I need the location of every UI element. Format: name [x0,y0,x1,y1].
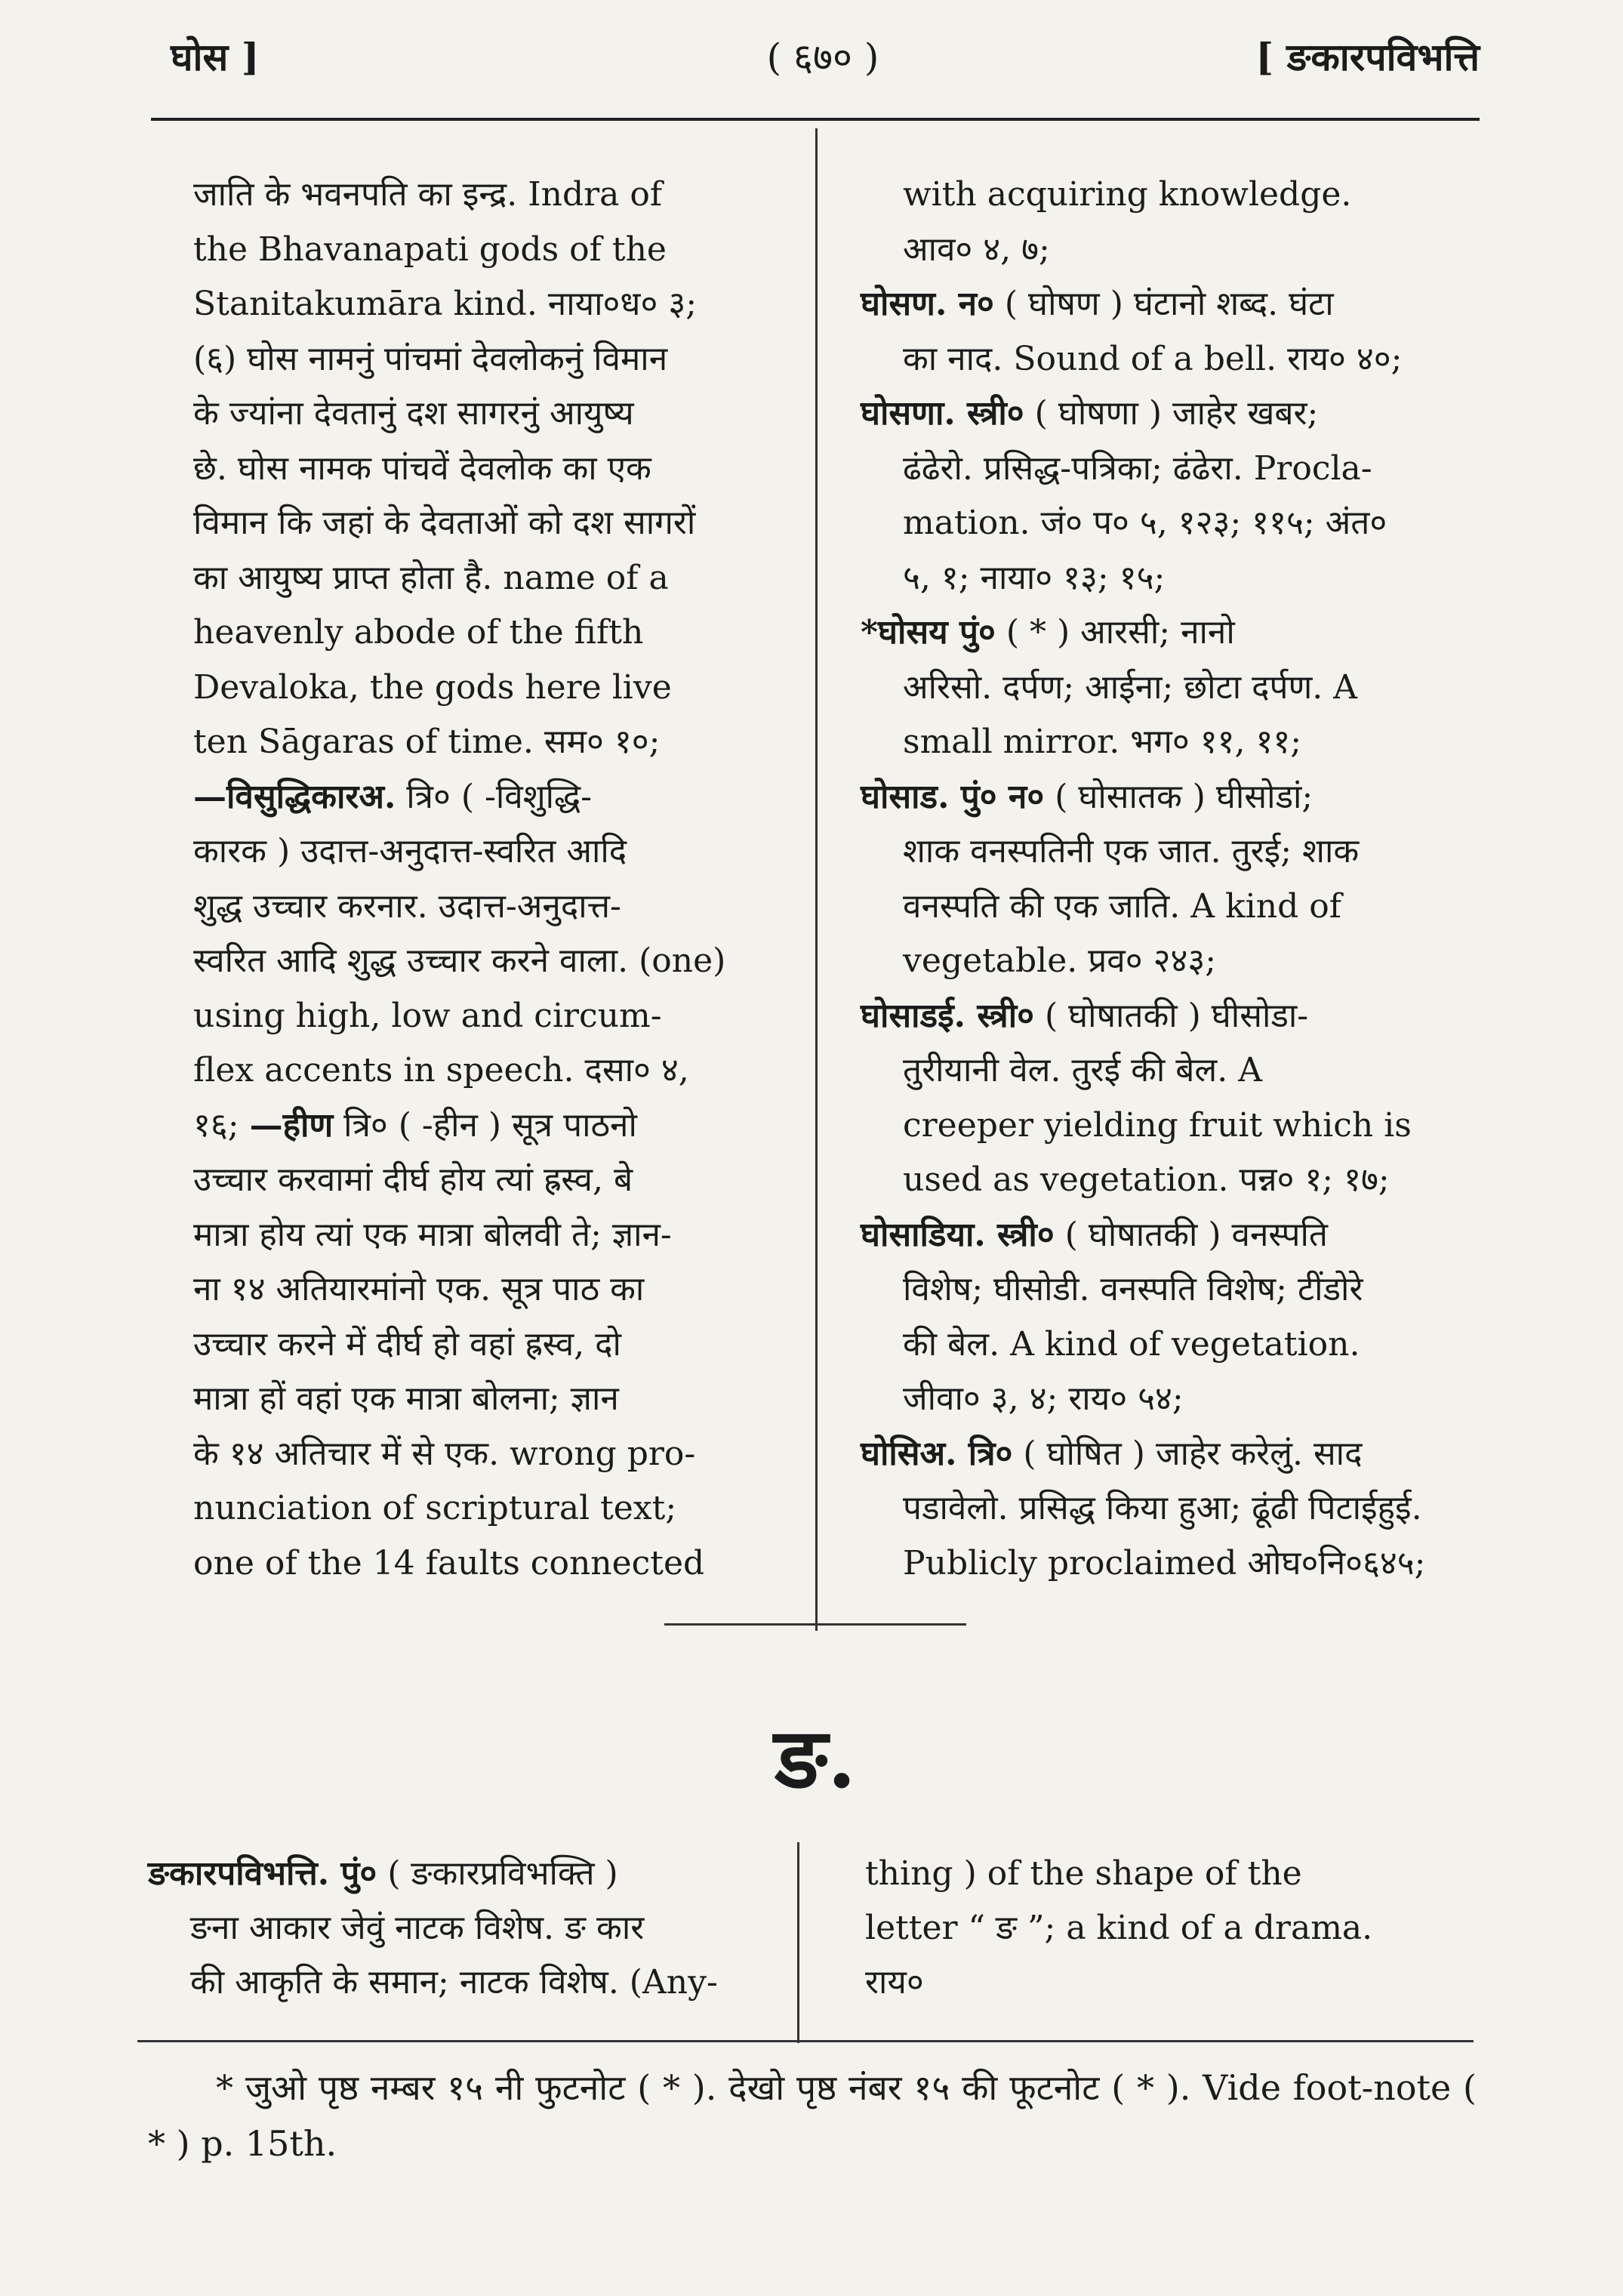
text-segment: ( घोषण ) घंटानो शब्द. घंटा [1004,285,1334,323]
lower-column-divider [797,1842,799,2043]
text-line: छे. घोस नामक पांचवें देवलोक का एक [193,448,651,488]
entry-line [861,277,1472,332]
text-line: विमान कि जहां के देवताओं को दश सागरों [193,504,696,542]
section-letter: ङ. [774,1709,857,1807]
entry-line [861,606,1472,661]
text-line: letter “ ङ ”; a kind of a drama. [865,1909,1373,1947]
entry-headword: घोसाडई. स्त्री० [861,996,1035,1035]
text-line: मात्रा होय त्यां एक मात्रा बोलवी ते; ज्ञान- [193,1215,672,1254]
subentry-headword: —विसुद्धिकारअ. [193,777,396,816]
text-line: पडावेलो. प्रसिद्ध किया हुआ; ढूंढी पिटाईहुई. [903,1489,1422,1527]
text-line: (६) घोस नामनुं पांचमां देवलोकनुं विमान [193,339,668,378]
entry-headword: घोसणा. स्त्री० [861,394,1024,433]
entry-headword: घोसाडिया. स्त्री० [861,1215,1055,1254]
header-rule [151,118,1480,121]
text-line: स्वरित आदि शुद्ध उच्चार करने वाला. (one) [193,942,726,980]
text-line: ङना आकार जेवुं नाटक विशेष. ङ कार [190,1909,645,1947]
page-number: ( ६७० ) [766,35,879,79]
text-line: vegetable. प्रव० २४३; [903,942,1217,980]
entry-line [861,1427,1472,1482]
text-segment: ( ङकारप्रविभक्ति ) [387,1854,618,1893]
lower-right-column [865,1847,1469,2010]
subentry-line [193,1099,797,1154]
footnote-rule [137,2040,1474,2042]
text-segment: ( घोसातक ) घीसोडां; [1055,777,1313,816]
text-segment: ( * ) आरसी; नानो [1006,613,1235,652]
text-line: Devaloka, the gods here live [193,667,672,707]
text-line: Stanitakumāra kind. नाया०ध० ३; [193,285,698,323]
text-segment: ( घोषणा ) जाहेर खबर; [1034,394,1319,433]
text-line: तुरीयानी वेल. तुरई की बेल. A [903,1051,1263,1089]
footnote: * जुओ पृष्ठ नम्बर १५ नी फुटनोट ( * ). देखो पृष्ठ नंबर १५ की फूटनोट ( * ). Vide foot-note ( * ) p. 15th. [148,2067,1477,2164]
left-column [193,168,797,1591]
text-line: ना १४ अतियारमांनो एक. सूत्र पाठ का [193,1270,645,1308]
section-divider-rule [664,1623,966,1626]
text-line: Publicly proclaimed ओघ०नि०६४५; [903,1543,1426,1583]
text-line: one of the 14 faults connected [193,1543,705,1583]
text-segment: ( घोषातकी ) वनस्पति [1064,1215,1328,1254]
right-column [861,168,1472,1591]
text-line: heavenly abode of the fifth [193,613,644,652]
entry-headword: *घोसय पुं० [861,613,996,652]
text-line: वनस्पति की एक जाति. A kind of [903,886,1341,926]
text-segment: ( घोषातकी ) घीसोडा- [1045,996,1309,1035]
entry-line [861,387,1472,442]
entry-headword: घोसण. न० [861,285,994,323]
text-line: की बेल. A kind of vegetation. [903,1324,1360,1364]
text-line: उच्चार करवामां दीर्घ होय त्यां ह्रस्व, बे [193,1160,633,1199]
entry-line [861,989,1472,1044]
text-segment: ( घोषित ) जाहेर करेलुं. साद [1023,1434,1363,1473]
text-line: nunciation of scriptural text; [193,1489,677,1527]
text-line: विशेष; घीसोडी. वनस्पति विशेष; टींडोरे [903,1270,1363,1308]
text-line: अरिसो. दर्पण; आईना; छोटा दर्पण. A [903,667,1358,707]
text-line: के ज्यांना देवतानुं दश सागरनुं आयुष्य [193,394,634,433]
text-line: शाक वनस्पतिनी एक जात. तुरई; शाक [903,832,1360,871]
column-divider [815,128,818,1631]
text-line: उच्चार करने में दीर्घ हो वहां ह्रस्व, दो [193,1324,621,1364]
header-left-word: घोस ] [171,35,260,79]
text-line: creeper yielding fruit which is [903,1105,1412,1145]
text-line: का आयुष्य प्राप्त होता है. name of a [193,558,669,597]
entry-headword: ङकारपविभत्ति. पुं० [148,1854,377,1893]
text-line: आव० ४, ७; [903,230,1050,269]
text-line: the Bhavanapati gods of the [193,230,667,269]
text-line: मात्रा हों वहां एक मात्रा बोलना; ज्ञान [193,1379,619,1418]
subentry-headword: —हीण [249,1105,334,1145]
text-line: जाति के भवनपति का इन्द्र. Indra of [193,175,663,214]
lower-left-column [148,1847,775,2010]
text-segment: १६; [193,1105,239,1145]
text-line: राय० [865,1963,924,2002]
entry-line [861,770,1472,825]
text-line: thing ) of the shape of the [865,1854,1302,1893]
text-line: ५, १; नाया० १३; १५; [903,558,1166,597]
entry-headword: घोसिअ. त्रि० [861,1434,1013,1473]
text-line: used as vegetation. पन्न० १; १७; [903,1160,1390,1199]
text-line: small mirror. भग० ११, ११; [903,723,1302,761]
text-line: का नाद. Sound of a bell. राय० ४०; [903,339,1403,378]
text-line: with acquiring knowledge. [903,175,1352,214]
entry-headword: घोसाड. पुं० न० [861,777,1045,816]
text-line: जीवा० ३, ४; राय० ५४; [903,1379,1184,1418]
text-line: के १४ अतिचार में से एक. wrong pro- [193,1434,696,1473]
entry-line [148,1847,775,1901]
entry-line [861,1208,1472,1263]
text-line: ten Sāgaras of time. सम० १०; [193,723,661,761]
text-line: शुद्ध उच्चार करनार. उदात्त-अनुदात्त- [193,886,621,926]
text-line: flex accents in speech. दसा० ४, [193,1051,689,1089]
text-line: कारक ) उदात्त-अनुदात्त-स्वरित आदि [193,832,627,871]
text-line: ढंढेरो. प्रसिद्ध-पत्रिका; ढंढेरा. Procla- [903,448,1372,488]
text-segment: त्रि० ( -हीन ) सूत्र पाठनो [343,1105,637,1145]
text-line: mation. जं० प० ५, १२३; ११५; अंत० [903,504,1387,542]
header-right-word: [ ङकारपविभत्ति [1255,35,1480,79]
text-line: using high, low and circum- [193,996,662,1035]
subentry-line [193,770,797,825]
text-line: की आकृति के समान; नाटक विशेष. (Any- [190,1963,718,2002]
text-segment: त्रि० ( -विशुद्धि- [406,777,593,816]
